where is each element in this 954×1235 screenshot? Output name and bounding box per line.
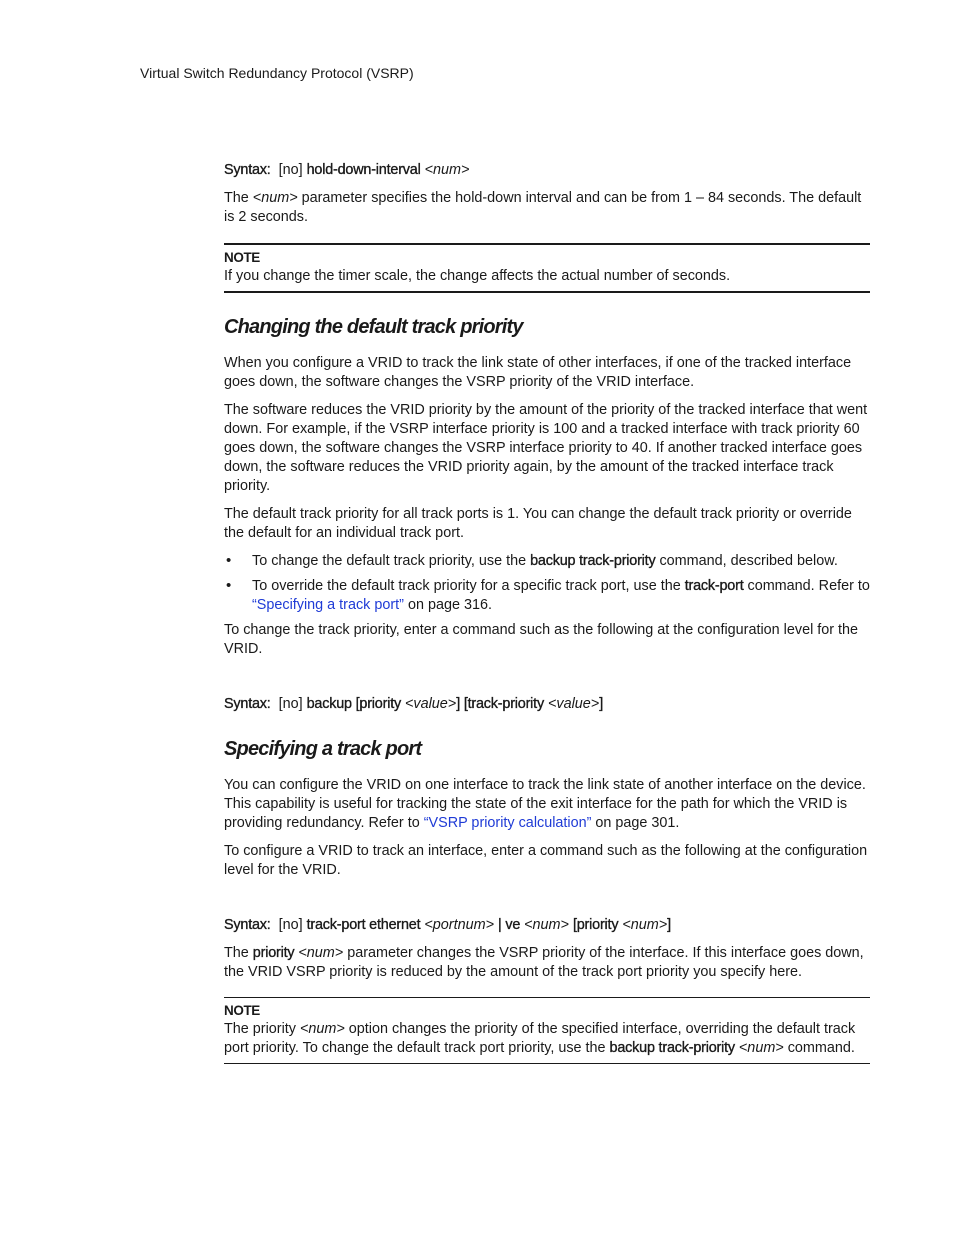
cross-reference-link[interactable]: “Specifying a track port” [252, 597, 404, 613]
syntax-command: [priority [572, 917, 619, 933]
text-fragment: command. Refer to [743, 578, 870, 594]
syntax-command: backup [priority [306, 696, 401, 712]
text-fragment: The [224, 945, 253, 961]
note-box [224, 243, 870, 293]
text-fragment: The [224, 190, 253, 206]
syntax-command: ] [track-priority [456, 696, 544, 712]
text-fragment: on page 316. [403, 597, 492, 613]
section-heading-track-port: Specifying a track port [224, 738, 422, 760]
note-label: NOTE [224, 1003, 260, 1018]
argument: <num> [299, 1021, 345, 1037]
syntax-command: ] [667, 917, 671, 933]
list-item [224, 552, 870, 571]
syntax-argument: <portnum> [424, 917, 494, 933]
paragraph: The default track priority for all track ports is 1. You can change the default track priority or override the default for an individual track port. [224, 506, 852, 541]
syntax-no: [no] [278, 696, 303, 712]
text-fragment: You can configure the VRID on one interface to track the link state of another interface on the device. This capability is useful for tracking the state of the exit interface for the path for which the VRID is providing redundancy. Refer to [224, 777, 866, 831]
paragraph: The software reduces the VRID priority by the amount of the priority of the tracked interface that went down. For example, if the VSRP interface priority is 100 and a tracked interface with track priority 60 goes down, the software changes the VSRP interface priority to 40. If another tracked interface goes down, the software reduces the VRID priority again, by the amount of the tracked interface track priority. [224, 402, 868, 494]
syntax-command: ] [599, 696, 604, 712]
note-box [224, 997, 870, 1064]
syntax-command: hold-down-interval [306, 162, 421, 178]
argument: <num> [298, 945, 344, 961]
syntax-backup [224, 695, 870, 714]
text-fragment: parameter changes the VSRP priority of the interface. If this interface goes down, the VRID VSRP priority is reduced by the amount of the track port priority you specify here. [224, 945, 864, 980]
command: priority [252, 945, 295, 961]
text-fragment: parameter specifies the hold-down interval and can be from 1 – 84 seconds. The default is 2 seconds. [224, 190, 862, 225]
cross-reference-link[interactable]: “VSRP priority calculation” [423, 815, 592, 831]
paragraph: When you configure a VRID to track the link state of other interfaces, if one of the tracked interface goes down, the software changes the VSRP priority of the VRID interface. [224, 355, 852, 390]
text-fragment: The priority [224, 1021, 300, 1037]
section-heading-track-priority: Changing the default track priority [224, 316, 523, 338]
list-item [224, 577, 870, 615]
text-fragment: To change the default track priority, use the [252, 553, 531, 569]
paragraph: To change the track priority, enter a command such as the following at the configuration level for the VRID. [224, 622, 859, 657]
priority-description [224, 944, 870, 982]
spacer [224, 889, 870, 916]
spacer [224, 668, 870, 695]
argument: <num> [738, 1040, 784, 1056]
text-fragment: option changes the priority of the specified interface, overriding the default track port priority. To change the default track port priority, use the [224, 1021, 856, 1056]
syntax-label: Syntax: [224, 162, 271, 178]
syntax-argument: <value> [547, 696, 600, 712]
note-text: If you change the timer scale, the change affects the actual number of seconds. [224, 268, 731, 284]
paragraph: To configure a VRID to track an interface, enter a command such as the following at the configuration level for the VRID. [224, 843, 868, 878]
paragraph [224, 776, 870, 833]
text-fragment: command, described below. [655, 553, 838, 569]
syntax-track-port [224, 916, 870, 935]
hold-down-description [224, 189, 870, 227]
bullet-list [224, 552, 870, 615]
document-body [224, 161, 870, 1064]
syntax-command: track-port ethernet [306, 917, 421, 933]
syntax-argument: <num> [524, 917, 569, 933]
syntax-no: [no] [278, 162, 303, 178]
command: backup track-priority [530, 553, 656, 569]
command: track-port [684, 578, 744, 594]
note-text [224, 1020, 870, 1058]
syntax-label: Syntax: [224, 696, 271, 712]
bullet-icon: • [226, 552, 232, 569]
syntax-hold-down-interval [224, 161, 870, 180]
syntax-argument: <num> [622, 917, 668, 933]
bullet-icon: • [226, 577, 232, 594]
page-header: Virtual Switch Redundancy Protocol (VSRP) [140, 65, 414, 81]
text-fragment: command. [783, 1040, 855, 1056]
note-label: NOTE [224, 250, 260, 265]
command: backup track-priority [609, 1040, 735, 1056]
syntax-argument: <value> [405, 696, 457, 712]
syntax-argument: <num> [424, 162, 470, 178]
syntax-label: Syntax: [224, 917, 271, 933]
argument: <num> [252, 190, 298, 206]
text-fragment: To override the default track priority for a specific track port, use the [252, 578, 685, 594]
syntax-no: [no] [278, 917, 303, 933]
text-fragment: on page 301. [591, 815, 680, 831]
syntax-command: | ve [498, 917, 521, 933]
